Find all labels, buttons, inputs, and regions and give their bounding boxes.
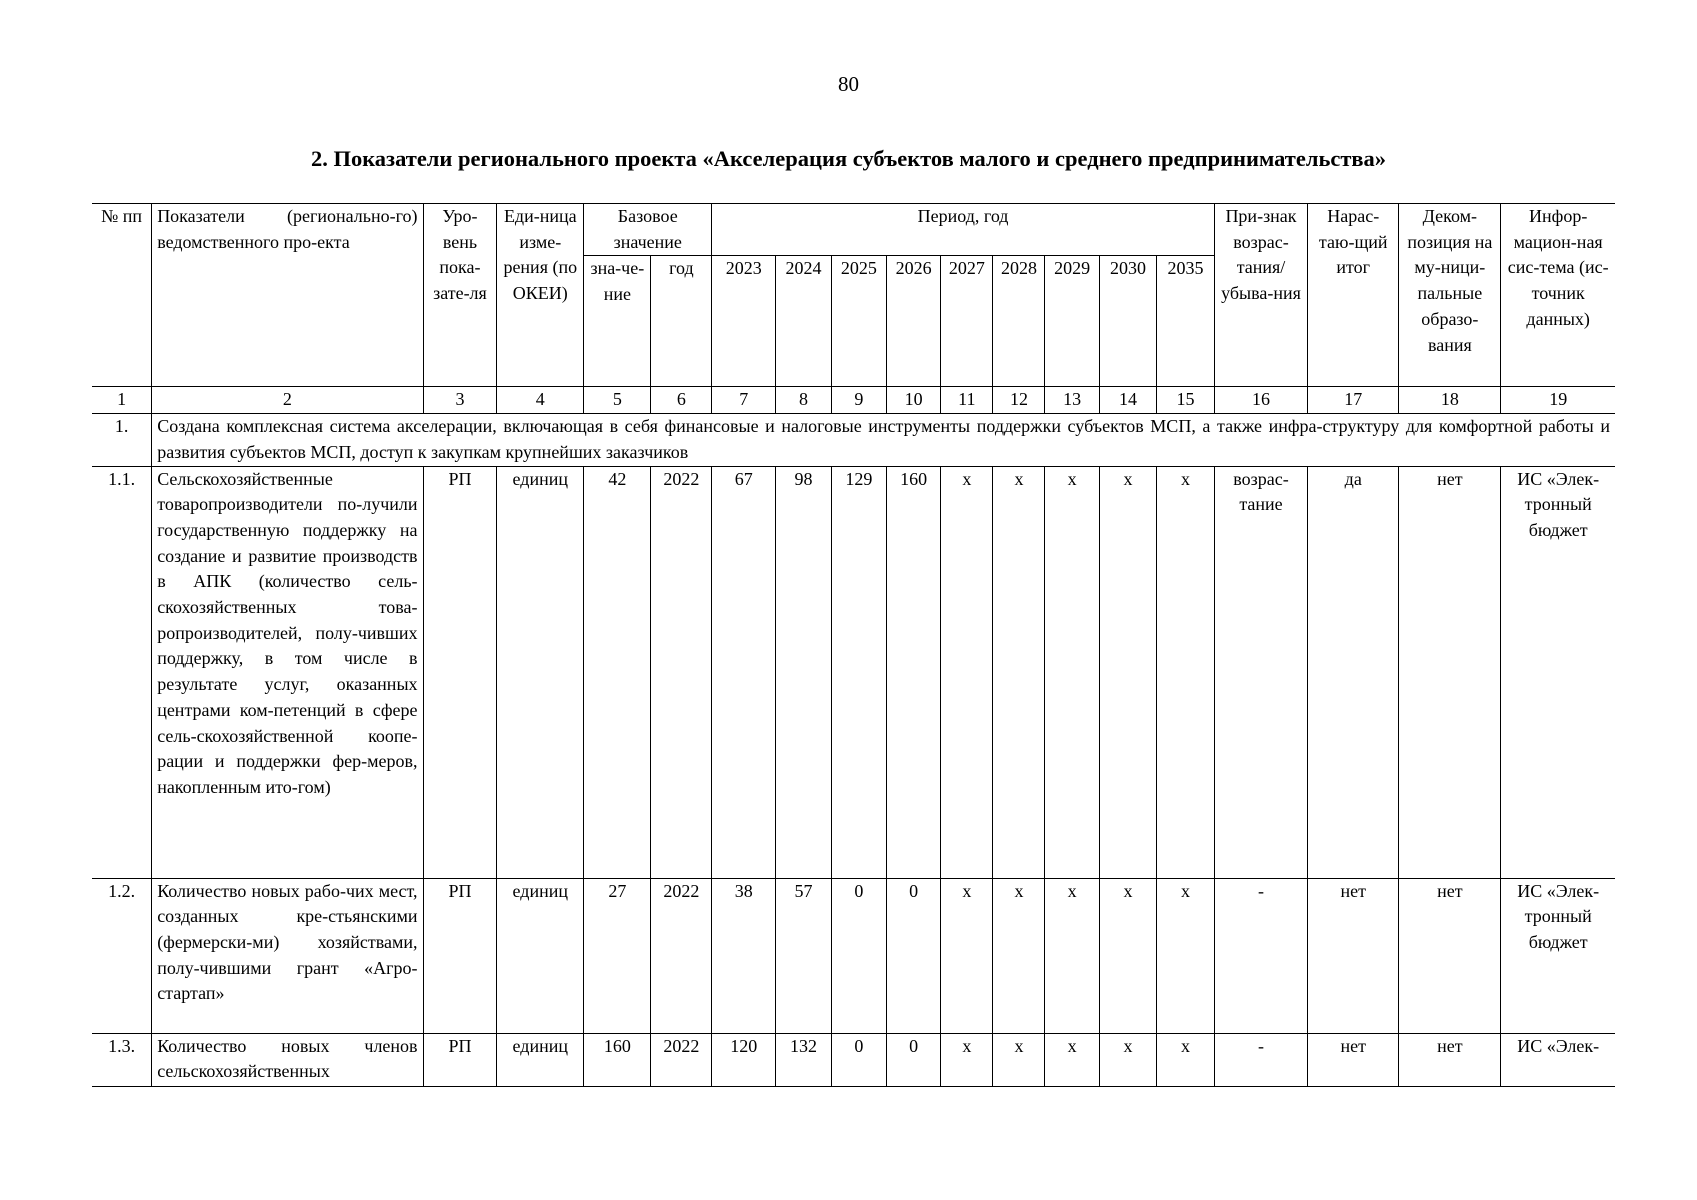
- column-number: 6: [651, 387, 712, 414]
- row-decomposition: нет: [1399, 1033, 1501, 1086]
- row-value: 67: [712, 466, 776, 878]
- row-value: х: [1157, 1033, 1215, 1086]
- row-level: РП: [423, 466, 497, 878]
- row-base-value: 27: [584, 878, 651, 1033]
- row-value: 160: [887, 466, 941, 878]
- row-unit: единиц: [497, 1033, 584, 1086]
- header-year: 2035: [1157, 256, 1215, 387]
- header-year: 2028: [993, 256, 1045, 387]
- row-decomposition: нет: [1399, 878, 1501, 1033]
- column-number: 15: [1157, 387, 1215, 414]
- row-decomposition: нет: [1399, 466, 1501, 878]
- table-row: [92, 878, 1615, 1033]
- header-base-year: год: [651, 256, 712, 387]
- row-value: х: [993, 466, 1045, 878]
- column-number: 9: [831, 387, 886, 414]
- row-value: х: [941, 878, 993, 1033]
- document-title: 2. Показатели регионального проекта «Акселерация субъектов малого и среднего предпринимательства»: [310, 146, 1387, 171]
- section-text: Создана комплексная система акселерации, включающая в себя финансовые и налоговые инструменты поддержки субъектов МСП, а также инфра-структуру для комфортной работы и развития субъектов МСП, доступ к закупкам крупнейших заказчиков: [152, 414, 1615, 466]
- row-value: х: [1099, 466, 1157, 878]
- row-unit: единиц: [497, 466, 584, 878]
- row-base-value: 160: [584, 1033, 651, 1086]
- row-value: х: [1157, 466, 1215, 878]
- header-year: 2029: [1045, 256, 1099, 387]
- row-base-year: 2022: [651, 878, 712, 1033]
- row-value: х: [1045, 878, 1099, 1033]
- column-number: 16: [1214, 387, 1307, 414]
- column-number: 7: [712, 387, 776, 414]
- column-number: 17: [1308, 387, 1399, 414]
- row-value: х: [1099, 1033, 1157, 1086]
- table-row: [92, 466, 1615, 878]
- header-year: 2024: [776, 256, 831, 387]
- row-num: 1.3.: [92, 1033, 152, 1086]
- row-level: РП: [423, 878, 497, 1033]
- indicators-table: [92, 203, 1615, 1087]
- header-year: 2025: [831, 256, 886, 387]
- row-value: х: [941, 1033, 993, 1086]
- column-number: 3: [423, 387, 497, 414]
- column-number: 2: [152, 387, 423, 414]
- row-base-year: 2022: [651, 1033, 712, 1086]
- header-num: № пп: [92, 204, 152, 387]
- column-number: 18: [1399, 387, 1501, 414]
- header-indicator: Показатели (регионально-го) ведомственного про-екта: [152, 204, 423, 387]
- section-num: 1.: [92, 414, 152, 466]
- row-level: РП: [423, 1033, 497, 1086]
- column-number: 19: [1501, 387, 1615, 414]
- row-base-year: 2022: [651, 466, 712, 878]
- row-value: 132: [776, 1033, 831, 1086]
- row-num: 1.1.: [92, 466, 152, 878]
- row-unit: единиц: [497, 878, 584, 1033]
- header-year: 2030: [1099, 256, 1157, 387]
- section-row: [92, 414, 1615, 466]
- row-num: 1.2.: [92, 878, 152, 1033]
- page-number: 80: [838, 72, 859, 96]
- table-row: [92, 1033, 1615, 1086]
- column-number: 13: [1045, 387, 1099, 414]
- row-value: 0: [887, 878, 941, 1033]
- row-value: х: [941, 466, 993, 878]
- row-cumulative: нет: [1308, 878, 1399, 1033]
- column-number: 14: [1099, 387, 1157, 414]
- header-level: Уро-вень пока-зате-ля: [423, 204, 497, 387]
- row-info-system: ИС «Элек-тронный бюджет: [1501, 878, 1615, 1033]
- header-year: 2026: [887, 256, 941, 387]
- row-value: 120: [712, 1033, 776, 1086]
- header-info-system: Инфор-мацион-ная сис-тема (ис-точник данных): [1501, 204, 1615, 387]
- row-value: х: [993, 1033, 1045, 1086]
- row-value: 0: [887, 1033, 941, 1086]
- column-number: 5: [584, 387, 651, 414]
- row-indicator: Количество новых рабо-чих мест, созданных кре-стьянскими (фермерски-ми) хозяйствами, полу-чившими грант «Агро-стартап»: [152, 878, 423, 1033]
- column-numbers-row: [92, 387, 1615, 414]
- header-year: 2023: [712, 256, 776, 387]
- row-indicator: Сельскохозяйственные товаропроизводители по-лучили государственную поддержку на создание и развитие производств в АПК (количество сель-скохозяйственных това-ропроизводителей, полу-чивших поддержку, в том числе в результате услуг, оказанных центрами ком-петенций в сфере сель-скохозяйственной коопе-рации и поддержки фер-меров, накопленным ито-гом): [152, 466, 423, 878]
- row-info-system: ИС «Элек-тронный бюджет: [1501, 466, 1615, 878]
- header-base-value: зна-че-ние: [584, 256, 651, 387]
- header-cumulative: Нарас-таю-щий итог: [1308, 204, 1399, 387]
- row-indicator: Количество новых членов сельскохозяйственных: [152, 1033, 423, 1086]
- header-unit: Еди-ница изме-рения (по ОКЕИ): [497, 204, 584, 387]
- row-value: х: [1099, 878, 1157, 1033]
- row-value: 57: [776, 878, 831, 1033]
- row-value: 0: [831, 878, 886, 1033]
- column-number: 12: [993, 387, 1045, 414]
- header-period: Период, год: [712, 204, 1215, 256]
- row-value: 38: [712, 878, 776, 1033]
- header-decomposition: Деком-позиция на му-ници-пальные образо-вания: [1399, 204, 1501, 387]
- column-number: 8: [776, 387, 831, 414]
- column-number: 10: [887, 387, 941, 414]
- column-number: 1: [92, 387, 152, 414]
- row-info-system: ИС «Элек-: [1501, 1033, 1615, 1086]
- row-value: 98: [776, 466, 831, 878]
- header-base: Базовое значение: [584, 204, 712, 256]
- row-sign: -: [1214, 878, 1307, 1033]
- row-value: 129: [831, 466, 886, 878]
- row-cumulative: нет: [1308, 1033, 1399, 1086]
- row-value: х: [1157, 878, 1215, 1033]
- row-base-value: 42: [584, 466, 651, 878]
- row-value: 0: [831, 1033, 886, 1086]
- column-number: 11: [941, 387, 993, 414]
- row-sign: -: [1214, 1033, 1307, 1086]
- row-cumulative: да: [1308, 466, 1399, 878]
- row-value: х: [993, 878, 1045, 1033]
- header-year: 2027: [941, 256, 993, 387]
- row-sign: возрас-тание: [1214, 466, 1307, 878]
- header-row-1: [92, 204, 1615, 256]
- column-number: 4: [497, 387, 584, 414]
- row-value: х: [1045, 1033, 1099, 1086]
- row-value: х: [1045, 466, 1099, 878]
- header-sign: При-знак возрас-тания/ убыва-ния: [1214, 204, 1307, 387]
